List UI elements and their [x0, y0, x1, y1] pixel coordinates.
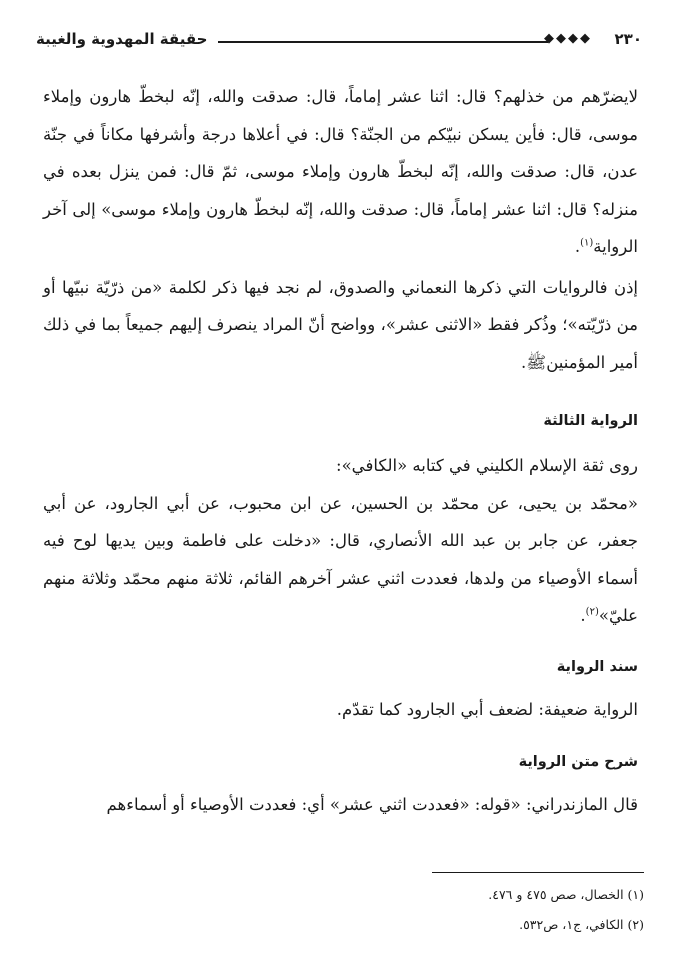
paragraph-1-text: لايضرّهم من خذلهم؟ قال: اثنا عشر إماماً، قال: صدقت والله، إنّه لبخطّ هارون وإملاء موسى، قال: فأين يسكن نبيّكم من الجنّة؟ قال: في أعلاها درجة وأشرفها مكاناً في جنّة عدن، قال: صدقت والله، إنّه لبخطّ هارون وإملاء موسى، ثمّ قال: فمن ينزل بعده في منزله؟ قال: اثنا عشر إماماً، قال: صدقت والله، إنّه لبخطّ هارون وإملاء موسى» إلى آخر الرواية [43, 87, 638, 256]
footnote-2: (٢) الكافي، ج١، ص٥٣٢. [519, 917, 644, 932]
paragraph-4-quotation [43, 485, 638, 635]
honorific-glyph: ﷺ. [521, 352, 547, 372]
header-rule [218, 41, 548, 43]
header-diamonds-ornament: ◆◆◆◆ [544, 31, 592, 46]
paragraph-5: الرواية ضعيفة: لضعف أبي الجارود كما تقدّم. [336, 699, 638, 719]
paragraph-1 [43, 78, 638, 266]
page-number: ٢٣٠ [614, 30, 642, 48]
paragraph-2-text: إذن فالروايات التي ذكرها النعماني والصدوق، لم نجد فيها ذكر لكلمة «من ذرّيّة نبيّها أو من ذرّيّته»؛ وذُكر فقط «الاثنى عشر»، وواضح أنّ المراد ينصرف إليهم جميعاً بما في ذلك أمير المؤمنين [43, 277, 638, 372]
footnote-1: (١) الخصال، صص ٤٧٥ و ٤٧٦. [488, 887, 644, 902]
body-content [43, 78, 638, 824]
paragraph-2 [43, 269, 638, 382]
paragraph-4-end: . [580, 606, 586, 625]
footnotes [49, 880, 644, 940]
paragraph-4-text: «محمّد بن يحيى، عن محمّد بن الحسين، عن ابن محبوب، عن أبي الجارود، عن أبي جعفر، عن جابر بن عبد الله الأنصاري، قال: «دخلت على فاطمة وبين يديها لوح فيه أسماء الأوصياء من ولدها، فعددت اثني عشر آخرهم القائم، ثلاثة منهم محمّد وثلاثة منهم عليّ» [43, 493, 638, 625]
paragraph-6: قال المازندراني: «قوله: «فعددت اثني عشر» أي: فعددت الأوصياء أو أسماءهم [106, 795, 638, 814]
footnote-ref-2: (٢) [585, 606, 599, 618]
paragraph-3: روى ثقة الإسلام الكليني في كتابه «الكافي»: [336, 456, 638, 475]
book-title: حقيقة المهدوية والغيبة [36, 30, 208, 48]
running-header [36, 30, 642, 52]
section-heading-commentary: شرح متن الرواية [518, 754, 638, 770]
section-heading-third-narration: الرواية الثالثة [543, 413, 638, 429]
paragraph-1-end: . [574, 237, 581, 256]
footnote-ref-1: (١) [580, 237, 594, 249]
footnote-separator [432, 872, 644, 873]
section-heading-chain: سند الرواية [556, 658, 638, 675]
